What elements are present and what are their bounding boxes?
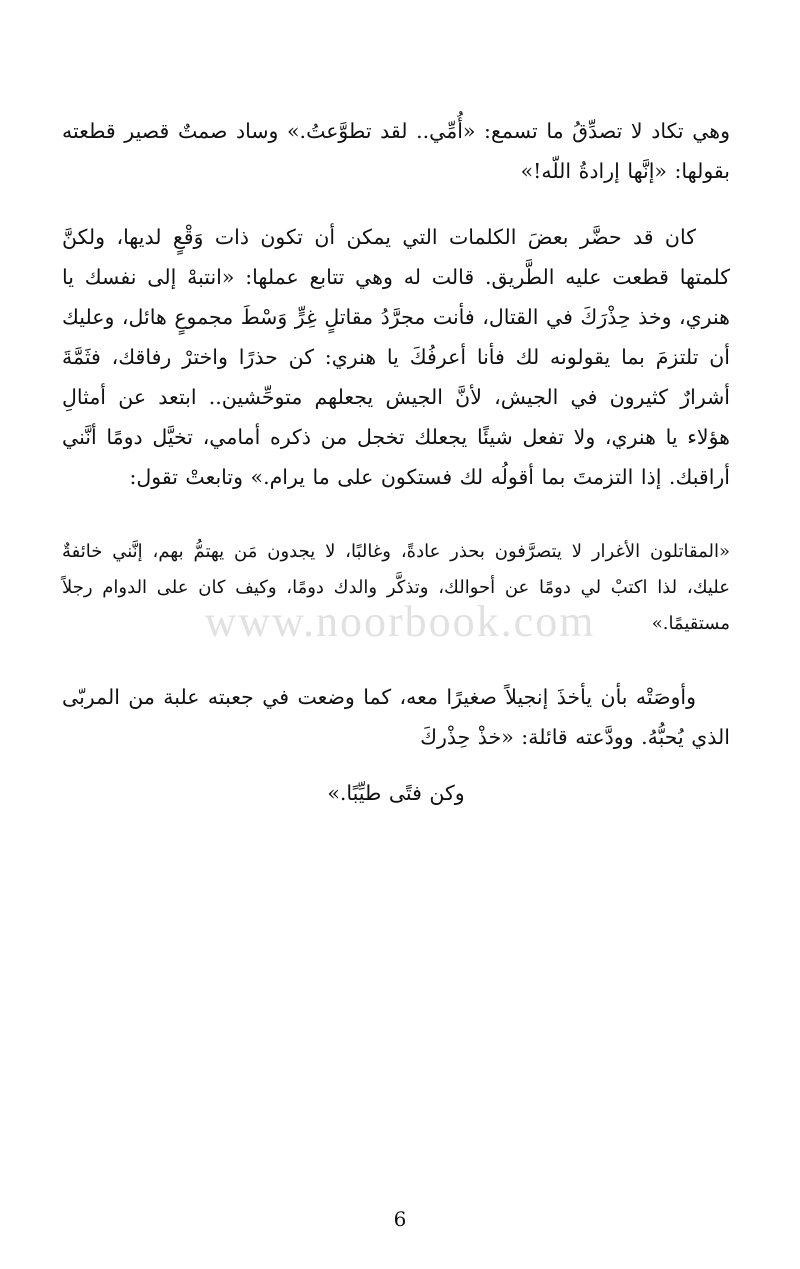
paragraph-spacer <box>62 514 730 534</box>
paragraph-4: وأوصَتْه بأن يأخذَ إنجيلاً صغيرًا معه، كما وضعت في جعبته علبة من المربّى الذي يُحبُّهُ. وودَّعته قائلة: «خذْ حِذْركَ <box>62 684 730 749</box>
paragraph-5: وكن فتًى طيِّبًا.» <box>327 780 465 805</box>
paragraph-spacer <box>62 658 730 678</box>
quoted-letter-block: «المقاتلون الأغرار لا يتصرَّفون بحذر عادةً، وغالبًا، لا يجدون مَن يهتمُّ بهم، إنَّني خائفةٌ عليك، لذا اكتبْ لي دومًا عن أحوالك، وتذكَّر والدك دومًا، وكيف كان على الدوام رجلاً مستقيمًا.» <box>62 540 730 634</box>
paragraph-2: كان قد حضَّر بعضَ الكلمات التي يمكن أن تكون ذات وَقْعٍ لديها، ولكنَّ كلمتها قطعت عليه الطَّريق. قالت له وهي تتابع عملها: «انتبهْ إلى نفسك يا هنري، وخذ حِذْرَكَ في القتال، فأنت مجرَّدُ مقاتلٍ غِرٍّ وَسْطَ مجموعٍ هائل، وعليك أن تلتزمَ بما يقولونه لك فأنا أعرفُكَ يا هنري: كن حذرًا واخترْ رفاقك، فثَمَّةَ أشرارٌ كثيرون في الجيش، لأنَّ الجيش يجعلهم متوحِّشين.. ابتعد عن أمثالِ هؤلاء يا هنري، ولا تفعل شيئًا يجعلك تخجل من ذكره أمامي، تخيَّل دومًا أنَّني أراقبك. إذا التزمتَ بما أقولُه لك فستكون على ما يرام.» وتابعتْ تقول: <box>62 224 730 489</box>
page-number: 6 <box>393 1207 407 1231</box>
watermark: www.noorbook.com <box>204 597 596 646</box>
paragraph-spacer <box>62 208 730 218</box>
paragraph-1: وهي تكاد لا تصدِّقُ ما تسمع: «أُمِّي.. لقد تطوَّعتُ.» وساد صمتٌ قصير قطعته بقولها: «إنَّها إرادةُ اللّه!» <box>62 119 730 183</box>
